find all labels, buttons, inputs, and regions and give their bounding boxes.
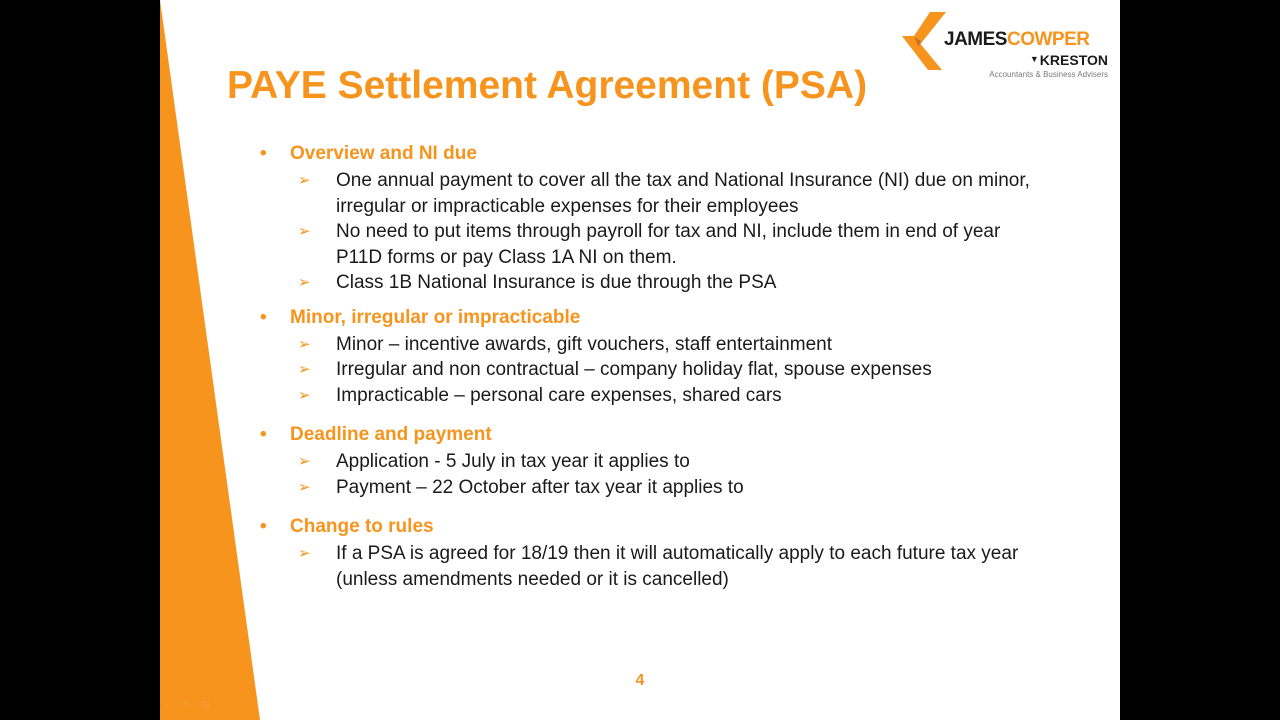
company-logo <box>902 12 1108 82</box>
list-item <box>260 219 1050 270</box>
list-item <box>260 168 1050 219</box>
list-item-text: Application - 5 July in tax year it applies to <box>336 451 690 472</box>
arrow-bullet-icon: ➢ <box>298 335 311 353</box>
bullet-icon: • <box>260 424 267 445</box>
arrow-bullet-icon: ➢ <box>298 453 311 470</box>
section-heading <box>260 515 1050 539</box>
slide-content <box>260 142 1050 592</box>
section-items <box>260 541 1050 592</box>
logo-kreston-text: KRESTON <box>1039 52 1108 68</box>
section-items <box>260 168 1050 296</box>
logo-wordmark <box>944 29 1089 51</box>
slide <box>160 0 1120 720</box>
pen-icon[interactable]: ✎ <box>183 699 202 709</box>
arrow-bullet-icon: ➢ <box>298 361 311 378</box>
more-options-icon[interactable]: ⋯ <box>219 699 239 709</box>
bullet-icon: • <box>260 143 267 164</box>
bullet-icon: • <box>260 516 267 537</box>
list-item <box>260 383 1050 409</box>
section-deadline <box>260 423 1050 500</box>
logo-tagline: Accountants & Business Advisers <box>989 70 1108 79</box>
arrow-bullet-icon: ➢ <box>298 274 311 291</box>
list-item-text: Minor – incentive awards, gift vouchers, staff entertainment <box>336 333 833 355</box>
section-minor-irregular <box>260 306 1050 409</box>
section-change-to-rules <box>260 515 1050 592</box>
section-heading <box>260 142 1050 166</box>
list-item-text: Payment – 22 October after tax year it applies to <box>336 476 744 498</box>
list-item-text: Impracticable – personal care expenses, shared cars <box>336 384 782 406</box>
slide-title: PAYE Settlement Agreement (PSA) <box>227 64 868 107</box>
arrow-bullet-icon: ➢ <box>298 478 311 496</box>
section-items <box>260 449 1050 500</box>
page-number: 4 <box>635 672 645 689</box>
list-item <box>260 541 1050 592</box>
list-item-text: If a PSA is agreed for 18/19 then it will automatically apply to each future tax year (unless amendments needed or it is cancelled) <box>336 543 1019 590</box>
list-item <box>260 475 1050 501</box>
arrow-bullet-icon: ➢ <box>298 223 311 240</box>
section-items <box>260 332 1050 409</box>
section-heading-text: Overview and NI due <box>290 143 477 164</box>
list-item <box>260 449 1050 475</box>
logo-cowper-text: COWPER <box>1006 29 1090 50</box>
section-heading-text: Change to rules <box>290 516 434 537</box>
slideshow-controls <box>166 699 239 710</box>
bullet-icon: • <box>260 306 267 328</box>
section-heading <box>260 306 1050 330</box>
logo-chevron-icon <box>902 12 946 70</box>
slides-menu-icon[interactable]: ▤ <box>201 699 220 709</box>
arrow-bullet-icon: ➢ <box>298 545 311 562</box>
logo-james-text: JAMES <box>944 29 1007 50</box>
logo-kreston <box>1030 52 1108 68</box>
list-item <box>260 270 1050 296</box>
list-item-text: No need to put items through payroll for tax and NI, include them in end of year P11D forms or pay Class 1A NI on them. <box>336 221 1001 268</box>
list-item <box>260 332 1050 358</box>
section-heading <box>260 423 1050 447</box>
arrow-bullet-icon: ➢ <box>298 386 311 404</box>
list-item-text: Class 1B National Insurance is due through the PSA <box>336 272 777 293</box>
arrow-bullet-icon: ➢ <box>298 172 311 189</box>
kreston-star-icon: ▼ <box>1029 54 1039 64</box>
section-overview <box>260 142 1050 296</box>
section-heading-text: Deadline and payment <box>290 424 492 445</box>
list-item-text: Irregular and non contractual – company holiday flat, spouse expenses <box>336 359 932 380</box>
section-heading-text: Minor, irregular or impracticable <box>290 306 581 328</box>
list-item-text: One annual payment to cover all the tax and National Insurance (NI) due on minor, irregular or impracticable expenses for their employees <box>336 170 1030 217</box>
previous-slide-icon[interactable]: ⇠ <box>166 699 184 709</box>
list-item <box>260 357 1050 383</box>
